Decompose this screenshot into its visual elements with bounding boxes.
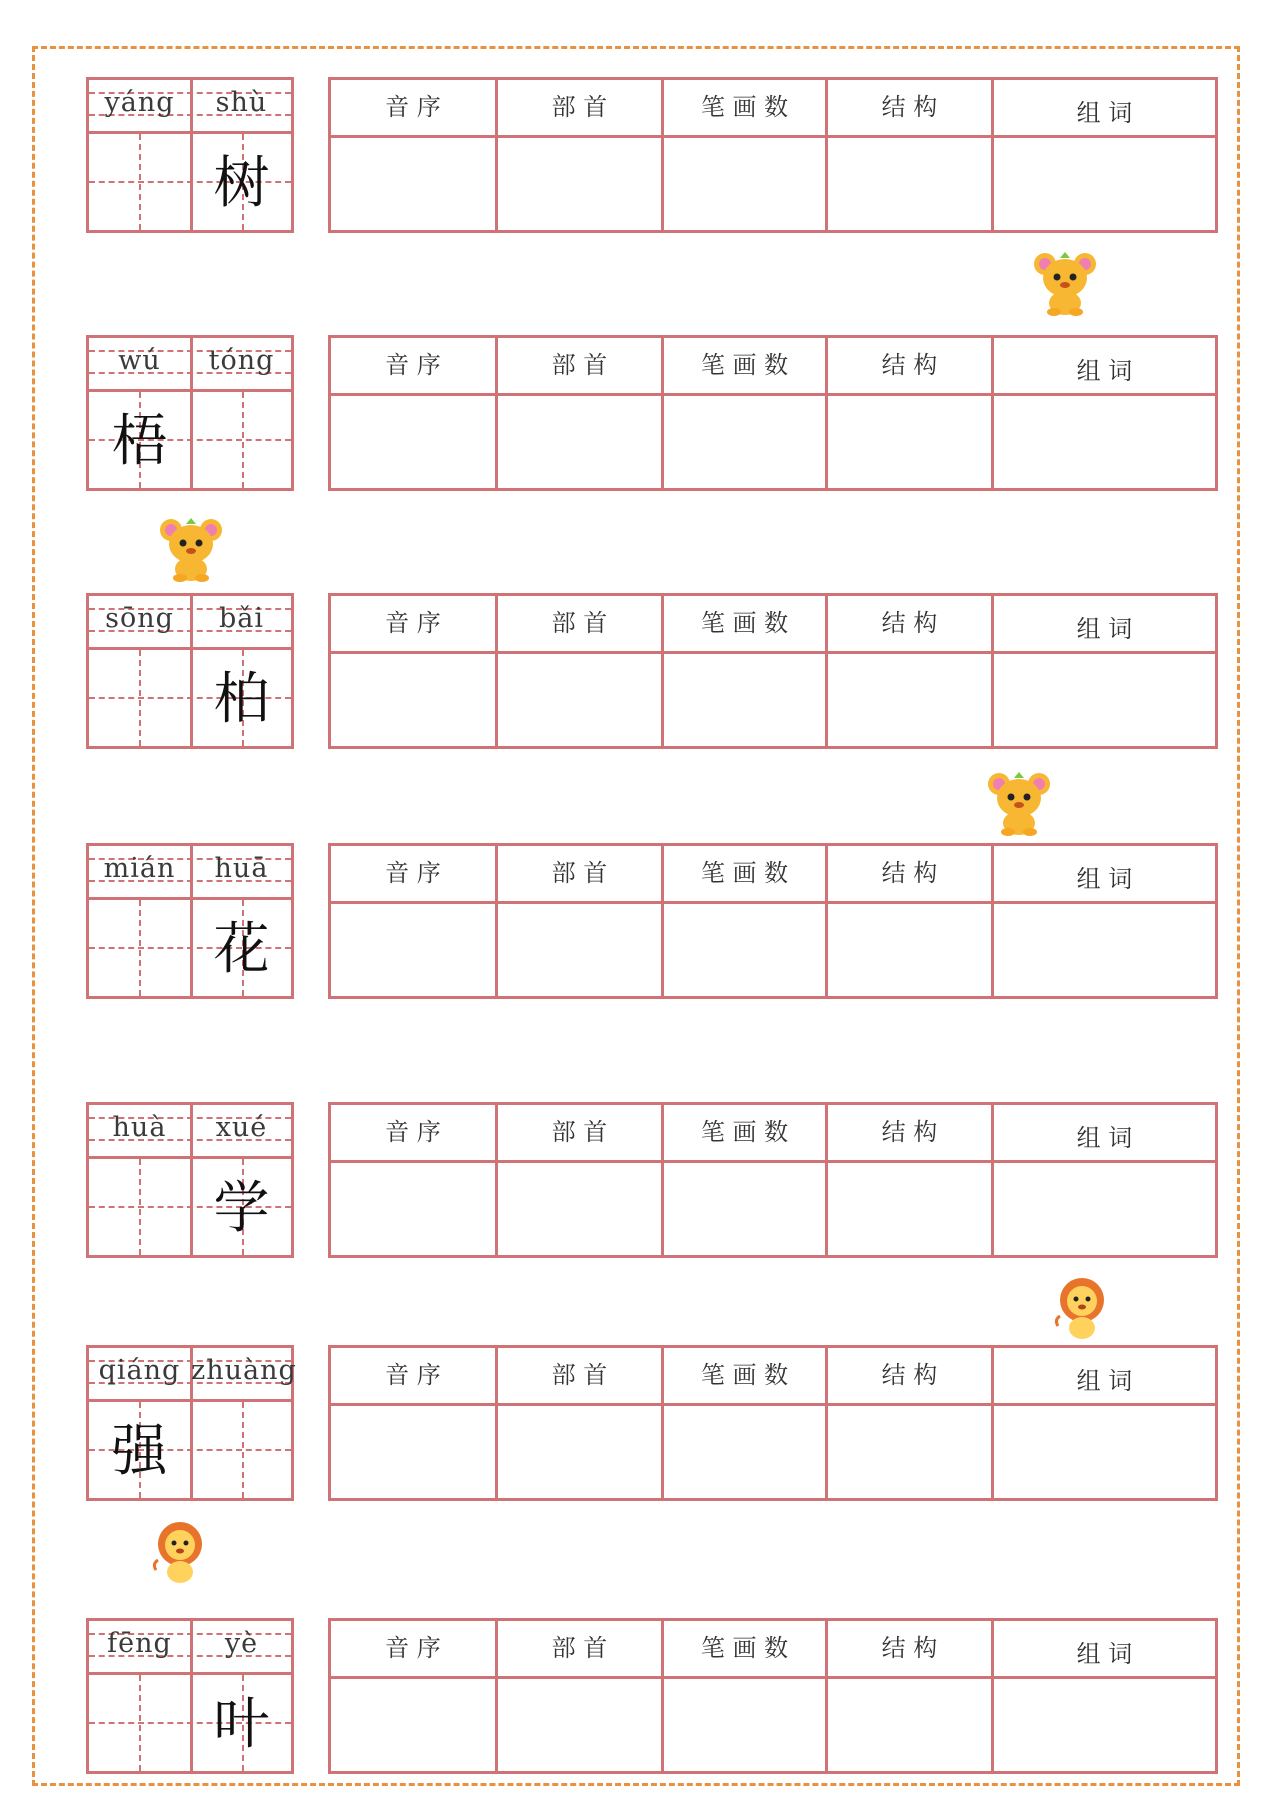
header-yinxu: 音 序 bbox=[385, 93, 441, 121]
answer-cell-jiegou[interactable] bbox=[828, 138, 991, 230]
header-jiegou: 结 构 bbox=[881, 859, 938, 887]
answer-cell-jiegou[interactable] bbox=[828, 1163, 991, 1255]
pinyin-left: fēng bbox=[107, 1628, 172, 1659]
answer-cell-bushou[interactable] bbox=[498, 1679, 661, 1771]
pinyin-left: mián bbox=[103, 853, 176, 884]
pinyin-right: xué bbox=[215, 1112, 268, 1143]
answer-cell-bushou[interactable] bbox=[498, 396, 661, 488]
worksheet-row bbox=[0, 77, 1280, 237]
header-bushou: 部 首 bbox=[551, 93, 608, 121]
answer-cell-jiegou[interactable] bbox=[828, 904, 991, 996]
header-bihuashu: 笔 画 数 bbox=[700, 1118, 789, 1146]
header-bushou: 部 首 bbox=[551, 1118, 608, 1146]
bear-mascot-icon bbox=[984, 770, 1054, 836]
pinyin-right: zhuàng bbox=[191, 1355, 297, 1386]
character-info-table bbox=[328, 335, 1218, 491]
answer-cell-jiegou[interactable] bbox=[828, 654, 991, 746]
answer-cell-bihuashu[interactable] bbox=[664, 396, 825, 488]
hanzi-character: 柏 bbox=[213, 667, 270, 732]
character-grid-box bbox=[86, 1102, 294, 1258]
answer-cell-bihuashu[interactable] bbox=[664, 1679, 825, 1771]
worksheet-row bbox=[0, 1345, 1280, 1505]
character-info-table bbox=[328, 77, 1218, 233]
answer-cell-yinxu[interactable] bbox=[331, 1679, 495, 1771]
worksheet-row bbox=[0, 1102, 1280, 1262]
pinyin-left: huà bbox=[112, 1112, 167, 1143]
pinyin-left: yáng bbox=[104, 87, 175, 118]
answer-cell-bihuashu[interactable] bbox=[664, 654, 825, 746]
header-zuci: 组 词 bbox=[1076, 99, 1133, 127]
character-grid-box bbox=[86, 593, 294, 749]
answer-cell-yinxu[interactable] bbox=[331, 138, 495, 230]
answer-cell-zuci[interactable] bbox=[994, 1163, 1215, 1255]
header-bushou: 部 首 bbox=[551, 351, 608, 379]
header-jiegou: 结 构 bbox=[881, 1634, 938, 1662]
answer-cell-zuci[interactable] bbox=[994, 396, 1215, 488]
worksheet-row bbox=[0, 1618, 1280, 1778]
character-grid-box bbox=[86, 843, 294, 999]
answer-cell-bihuashu[interactable] bbox=[664, 1406, 825, 1498]
pinyin-right: tóng bbox=[208, 345, 275, 376]
answer-cell-bihuashu[interactable] bbox=[664, 904, 825, 996]
character-info-table bbox=[328, 843, 1218, 999]
answer-cell-yinxu[interactable] bbox=[331, 1163, 495, 1255]
answer-cell-bihuashu[interactable] bbox=[664, 138, 825, 230]
pinyin-right: shù bbox=[215, 87, 268, 118]
header-bushou: 部 首 bbox=[551, 1361, 608, 1389]
worksheet-row bbox=[0, 843, 1280, 1003]
pinyin-left: qiáng bbox=[98, 1355, 181, 1386]
hanzi-character: 叶 bbox=[213, 1692, 270, 1757]
answer-cell-bushou[interactable] bbox=[498, 654, 661, 746]
character-info-table bbox=[328, 593, 1218, 749]
answer-cell-jiegou[interactable] bbox=[828, 396, 991, 488]
pinyin-left: sōng bbox=[105, 603, 174, 634]
pinyin-right: huā bbox=[214, 853, 269, 884]
header-jiegou: 结 构 bbox=[881, 1118, 938, 1146]
character-grid-box bbox=[86, 77, 294, 233]
character-grid-box bbox=[86, 335, 294, 491]
answer-cell-yinxu[interactable] bbox=[331, 904, 495, 996]
hanzi-character: 梧 bbox=[111, 409, 168, 474]
header-bushou: 部 首 bbox=[551, 609, 608, 637]
character-grid-box bbox=[86, 1618, 294, 1774]
answer-cell-bushou[interactable] bbox=[498, 1163, 661, 1255]
header-zuci: 组 词 bbox=[1076, 615, 1133, 643]
header-yinxu: 音 序 bbox=[385, 1118, 441, 1146]
header-yinxu: 音 序 bbox=[385, 351, 441, 379]
answer-cell-bushou[interactable] bbox=[498, 138, 661, 230]
header-bihuashu: 笔 画 数 bbox=[700, 1361, 789, 1389]
header-jiegou: 结 构 bbox=[881, 609, 938, 637]
header-bihuashu: 笔 画 数 bbox=[700, 1634, 789, 1662]
header-zuci: 组 词 bbox=[1076, 1124, 1133, 1152]
answer-cell-jiegou[interactable] bbox=[828, 1406, 991, 1498]
answer-cell-yinxu[interactable] bbox=[331, 396, 495, 488]
header-zuci: 组 词 bbox=[1076, 1640, 1133, 1668]
header-zuci: 组 词 bbox=[1076, 357, 1133, 385]
pinyin-left: wú bbox=[118, 345, 161, 376]
hanzi-character: 学 bbox=[213, 1176, 270, 1241]
lion-mascot-icon bbox=[152, 1520, 208, 1584]
answer-cell-bihuashu[interactable] bbox=[664, 1163, 825, 1255]
header-bihuashu: 笔 画 数 bbox=[700, 859, 789, 887]
answer-cell-zuci[interactable] bbox=[994, 654, 1215, 746]
bear-mascot-icon bbox=[1030, 250, 1100, 316]
answer-cell-zuci[interactable] bbox=[994, 1679, 1215, 1771]
header-bushou: 部 首 bbox=[551, 859, 608, 887]
answer-cell-zuci[interactable] bbox=[994, 1406, 1215, 1498]
answer-cell-bushou[interactable] bbox=[498, 904, 661, 996]
answer-cell-zuci[interactable] bbox=[994, 904, 1215, 996]
answer-cell-yinxu[interactable] bbox=[331, 654, 495, 746]
lion-mascot-icon bbox=[1054, 1276, 1110, 1340]
hanzi-character: 树 bbox=[213, 151, 270, 216]
header-yinxu: 音 序 bbox=[385, 609, 441, 637]
header-bihuashu: 笔 画 数 bbox=[700, 93, 789, 121]
answer-cell-bushou[interactable] bbox=[498, 1406, 661, 1498]
header-yinxu: 音 序 bbox=[385, 859, 441, 887]
header-zuci: 组 词 bbox=[1076, 1367, 1133, 1395]
header-bihuashu: 笔 画 数 bbox=[700, 609, 789, 637]
header-yinxu: 音 序 bbox=[385, 1634, 441, 1662]
bear-mascot-icon bbox=[156, 516, 226, 582]
hanzi-character: 强 bbox=[111, 1419, 168, 1484]
header-jiegou: 结 构 bbox=[881, 93, 938, 121]
character-info-table bbox=[328, 1102, 1218, 1258]
answer-cell-zuci[interactable] bbox=[994, 138, 1215, 230]
character-info-table bbox=[328, 1618, 1218, 1774]
hanzi-character: 花 bbox=[213, 917, 270, 982]
header-bihuashu: 笔 画 数 bbox=[700, 351, 789, 379]
answer-cell-jiegou[interactable] bbox=[828, 1679, 991, 1771]
character-grid-box bbox=[86, 1345, 297, 1501]
character-info-table bbox=[328, 1345, 1218, 1501]
worksheet-row bbox=[0, 335, 1280, 495]
header-jiegou: 结 构 bbox=[881, 1361, 938, 1389]
answer-cell-yinxu[interactable] bbox=[331, 1406, 495, 1498]
header-yinxu: 音 序 bbox=[385, 1361, 441, 1389]
pinyin-right: bǎi bbox=[218, 603, 265, 634]
header-zuci: 组 词 bbox=[1076, 865, 1133, 893]
worksheet-row bbox=[0, 593, 1280, 753]
pinyin-right: yè bbox=[224, 1628, 259, 1659]
header-bushou: 部 首 bbox=[551, 1634, 608, 1662]
header-jiegou: 结 构 bbox=[881, 351, 938, 379]
